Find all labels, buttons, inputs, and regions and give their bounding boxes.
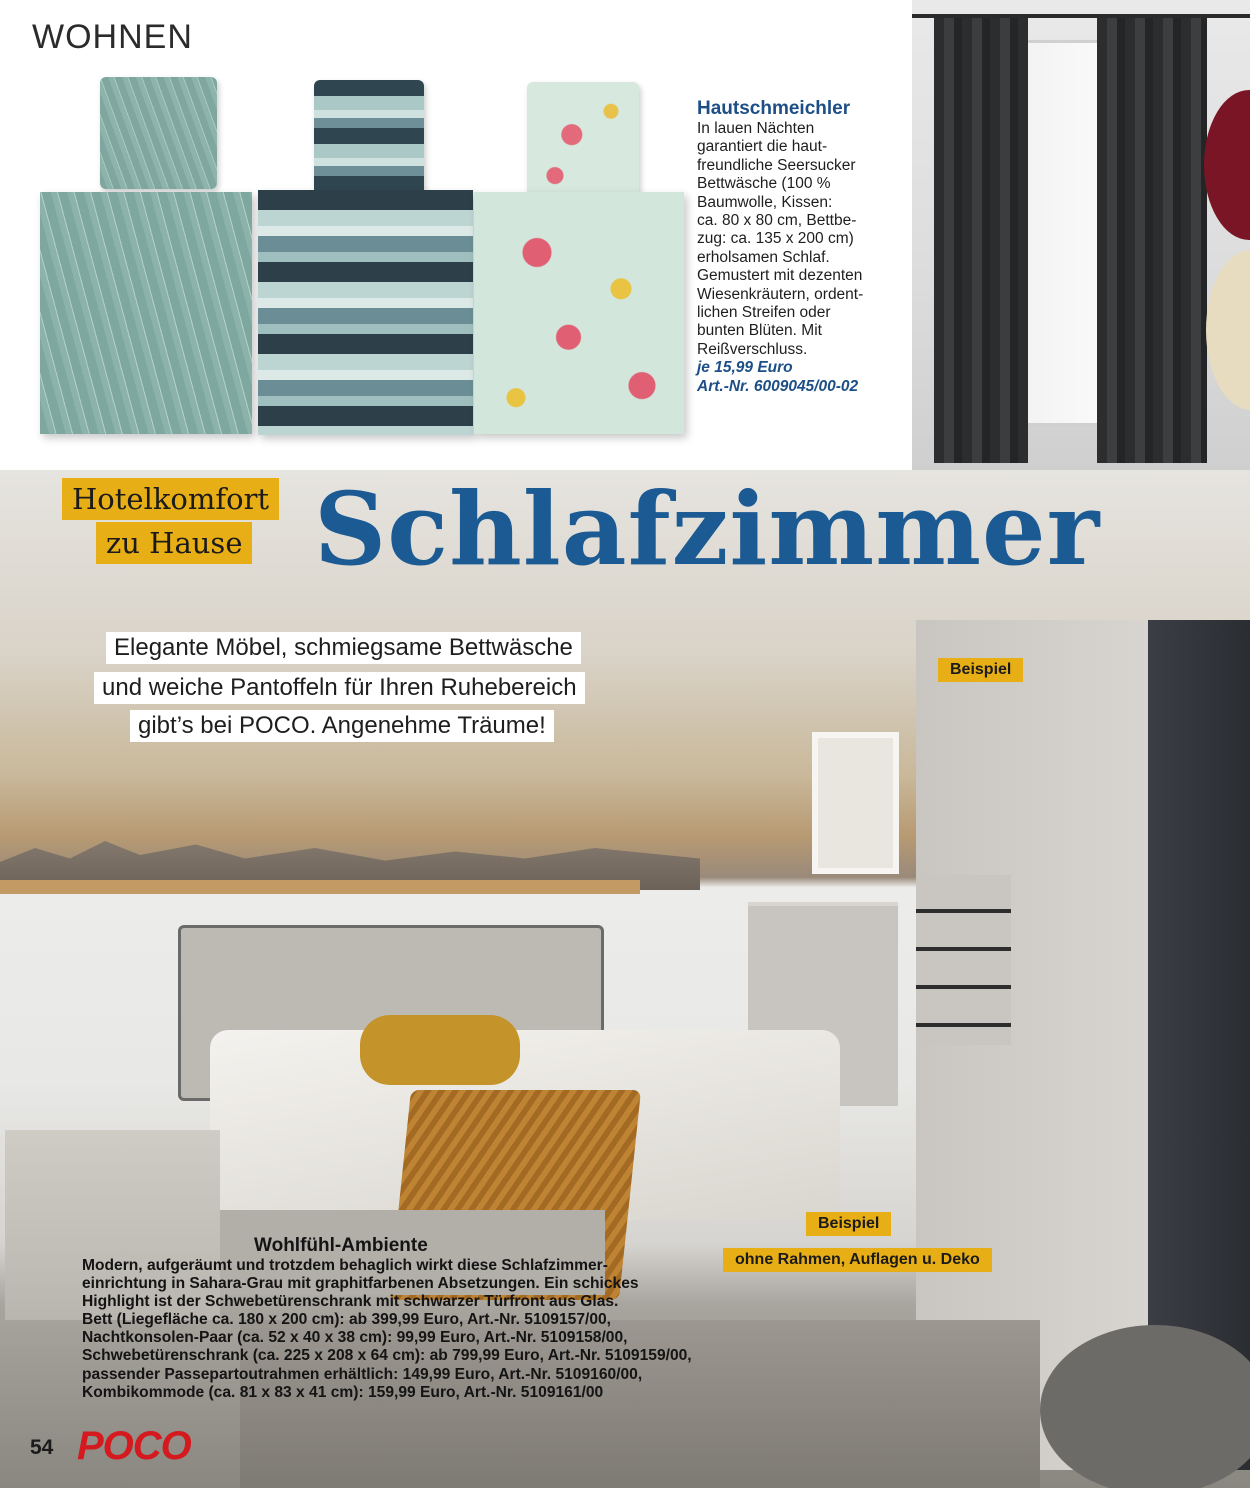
intro-line-1: Elegante Möbel, schmiegsame Bettwäsche — [106, 632, 581, 664]
furniture-title: Wohlfühl-Ambiente — [254, 1235, 428, 1256]
intro-line-2: und weiche Pantoffeln für Ihren Ruhebereich — [94, 672, 585, 704]
intro-line-3-wrap — [130, 710, 554, 742]
curtain-right — [1097, 18, 1207, 463]
fabric-swatch-red — [1204, 90, 1250, 240]
wall-picture — [812, 732, 899, 874]
hotel-comfort-badge-2 — [96, 522, 252, 564]
section-title: WOHNEN — [32, 18, 193, 56]
badge-line-1: Hotelkomfort — [62, 478, 279, 520]
poco-logo: POCO — [77, 1424, 191, 1468]
example-tag-bottom: Beispiel — [806, 1212, 891, 1236]
no-frame-note: ohne Rahmen, Auflagen u. Deko — [723, 1248, 992, 1272]
intro-line-1-wrap — [106, 632, 581, 664]
pillow-stripes — [314, 80, 424, 197]
badge-line-2: zu Hause — [96, 522, 252, 564]
example-tag-top: Beispiel — [938, 658, 1023, 682]
duvet-stripes — [258, 190, 473, 435]
bedding-price: je 15,99 Euro — [697, 359, 793, 377]
furniture-description: Modern, aufgeräumt und trotzdem behaglich wirkt diese Schlafzimmer- einrichtung in Sahara-Grau mit graphitfarbenen Absetzungen. Ein schickes Highlight ist der Schwebetürenschrank mit schwarzer Türfront aus Glas. Bett (Liegefläche ca. 180 x 200 cm): ab 399,99 Euro, Art.-Nr. 5109157/00, Nachtkonsolen-Paar (ca. 52 x 40 x 38 cm): 99,99 Euro, Art.-Nr. 5109158/00, Schwebetürenschrank (ca. 225 x 208 x 64 cm): ab 799,99 Euro, Art.-Nr. 5109159/00, passender Passepartoutrahmen erhältlich: 149,99 Euro, Art.-Nr. 5109160/00, Kombikommode (ca. 81 x 83 x 41 cm): 159,99 Euro, Art.-Nr. 5109161/00 — [82, 1257, 692, 1401]
headline: Schlafzimmer — [314, 470, 1101, 588]
curtain-left — [934, 18, 1028, 463]
bedding-description: In lauen Nächten garantiert die haut- freundliche Seersucker Bettwäsche (100 % Baumwolle, Kissen: ca. 80 x 80 cm, Bettbe- zug: ca. 135 x 200 cm) erholsamen Schlaf. Gemustert mit dezenten Wiesenkräutern, ordent- lichen Streifen oder bunten Blüten. Mit Reißverschluss. — [697, 120, 864, 358]
pillow-flowers — [527, 82, 639, 199]
page-number: 54 — [30, 1436, 54, 1459]
intro-line-2-wrap — [94, 672, 585, 704]
wardrobe-drawers — [916, 875, 1011, 1045]
intro-line-3: gibt’s bei POCO. Angenehme Träume! — [130, 710, 554, 742]
window-sill — [0, 880, 640, 894]
fabric-swatch-cream — [1206, 250, 1250, 410]
bedding-info — [697, 98, 907, 396]
bedding-article-number: Art.-Nr. 6009045/00-02 — [697, 377, 859, 395]
pillow-mustard — [360, 1015, 520, 1085]
pillow-herbs — [100, 77, 217, 189]
hotel-comfort-badge — [62, 478, 279, 520]
bedding-title: Hautschmeichler — [697, 98, 851, 119]
furniture-info — [82, 1235, 722, 1402]
duvet-herbs — [40, 192, 252, 434]
duvet-flowers — [474, 192, 684, 434]
curtain-photo — [912, 0, 1250, 470]
